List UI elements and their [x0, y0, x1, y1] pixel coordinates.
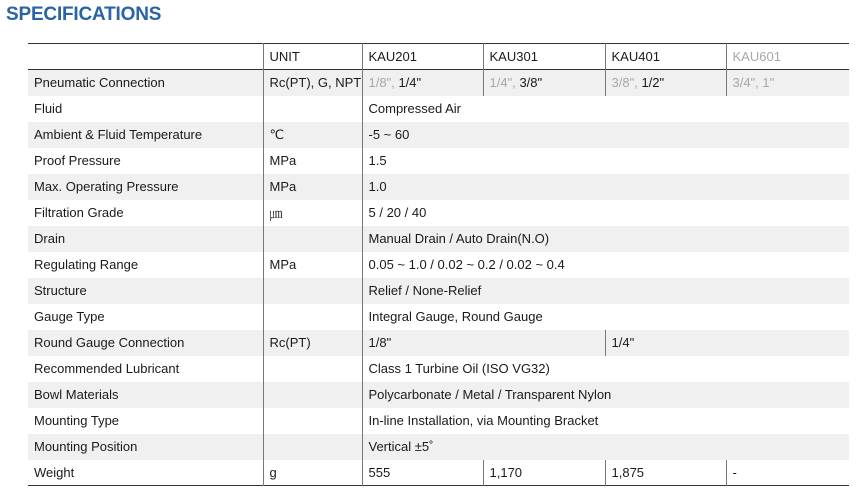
header-kau301: KAU301	[483, 44, 605, 70]
kau401-connection	[605, 70, 726, 96]
round-gauge-large: 1/4"	[605, 330, 849, 356]
row-value: 1.0	[362, 174, 849, 200]
row-unit	[263, 226, 362, 252]
row-label: Max. Operating Pressure	[28, 174, 263, 200]
row-unit: Rc(PT), G, NPT	[263, 70, 362, 96]
row-label: Proof Pressure	[34, 153, 121, 168]
row-value: -5 ~ 60	[362, 122, 849, 148]
row-label: Weight	[34, 464, 75, 480]
row-unit: ℃	[263, 122, 362, 148]
table-row	[28, 96, 849, 122]
table-row	[28, 174, 849, 200]
table-row	[28, 148, 849, 174]
row-value: Relief / None-Relief	[362, 278, 849, 304]
row-value: 1.5	[362, 148, 849, 174]
row-value: Vertical ±5˚	[362, 434, 849, 460]
kau201-connection	[362, 70, 483, 96]
weight-kau401: 1,875	[605, 460, 726, 486]
row-value: 5 / 20 / 40	[362, 200, 849, 226]
row-value: Class 1 Turbine Oil (ISO VG32)	[362, 356, 849, 382]
row-value: 0.05 ~ 1.0 / 0.02 ~ 0.2 / 0.02 ~ 0.4	[362, 252, 849, 278]
kau201-connection-main: 1/4"	[398, 75, 422, 91]
kau301-connection-main: 3/8"	[519, 75, 543, 91]
specifications-table	[28, 43, 849, 486]
row-label: Bowl Materials	[28, 382, 263, 408]
header-kau401: KAU401	[605, 44, 726, 70]
header-kau601: KAU601	[726, 44, 849, 70]
row-unit	[263, 278, 362, 304]
weight-kau601: -	[726, 460, 849, 486]
row-unit: MPa	[263, 148, 362, 174]
kau401-connection-alt: 3/8",	[611, 75, 638, 91]
table-row	[28, 70, 849, 96]
table-row	[28, 200, 849, 226]
table-row	[28, 252, 849, 278]
row-unit	[263, 356, 362, 382]
row-label: Recommended Lubricant	[34, 361, 180, 376]
weight-kau301: 1,170	[483, 460, 605, 486]
row-label: Structure	[28, 278, 263, 304]
row-value: In-line Installation, via Mounting Bracket	[362, 408, 849, 434]
kau201-connection-alt: 1/8",	[368, 75, 395, 91]
table-row	[28, 304, 849, 330]
row-label: Pneumatic Connection	[28, 70, 263, 96]
kau301-connection	[483, 70, 605, 96]
table-row	[28, 330, 849, 356]
row-value: Polycarbonate / Metal / Transparent Nylon	[362, 382, 849, 408]
row-value: Compressed Air	[362, 96, 849, 122]
row-label: Drain	[28, 226, 263, 252]
row-unit: MPa	[263, 174, 362, 200]
row-label: Filtration Grade	[34, 205, 124, 220]
table-row	[28, 382, 849, 408]
row-label: Fluid	[34, 101, 63, 116]
table-row	[28, 408, 849, 434]
kau601-connection: 3/4", 1"	[726, 70, 849, 96]
row-unit: ㎛	[263, 200, 362, 226]
row-label: Regulating Range	[34, 257, 139, 272]
kau301-connection-alt: 1/4",	[489, 75, 516, 91]
header-item	[28, 44, 263, 70]
row-label: Mounting Type	[34, 413, 120, 428]
table-row	[28, 278, 849, 304]
row-label: Mounting Position	[28, 434, 263, 460]
row-unit: Rc(PT)	[263, 330, 362, 356]
row-label: Round Gauge Connection	[28, 330, 263, 356]
header-kau201: KAU201	[362, 44, 483, 70]
kau401-connection-main: 1/2"	[641, 75, 665, 91]
row-label: Ambient & Fluid Temperature	[28, 122, 263, 148]
row-unit: MPa	[263, 252, 362, 278]
row-unit	[263, 382, 362, 408]
page-title: SPECIFICATIONS	[6, 4, 162, 25]
row-value: Manual Drain / Auto Drain(N.O)	[362, 226, 849, 252]
table-row	[28, 226, 849, 252]
table-row	[28, 460, 849, 486]
row-unit: g	[263, 460, 362, 486]
header-row	[28, 44, 849, 70]
header-unit: UNIT	[263, 44, 362, 70]
row-unit	[263, 304, 362, 330]
row-unit	[263, 434, 362, 460]
table-row	[28, 434, 849, 460]
row-unit	[263, 408, 362, 434]
table-row	[28, 122, 849, 148]
table-row	[28, 356, 849, 382]
row-unit	[263, 96, 362, 122]
row-value: Integral Gauge, Round Gauge	[362, 304, 849, 330]
weight-kau201: 555	[362, 460, 483, 486]
round-gauge-small: 1/8"	[362, 330, 605, 356]
row-label: Gauge Type	[34, 309, 105, 324]
